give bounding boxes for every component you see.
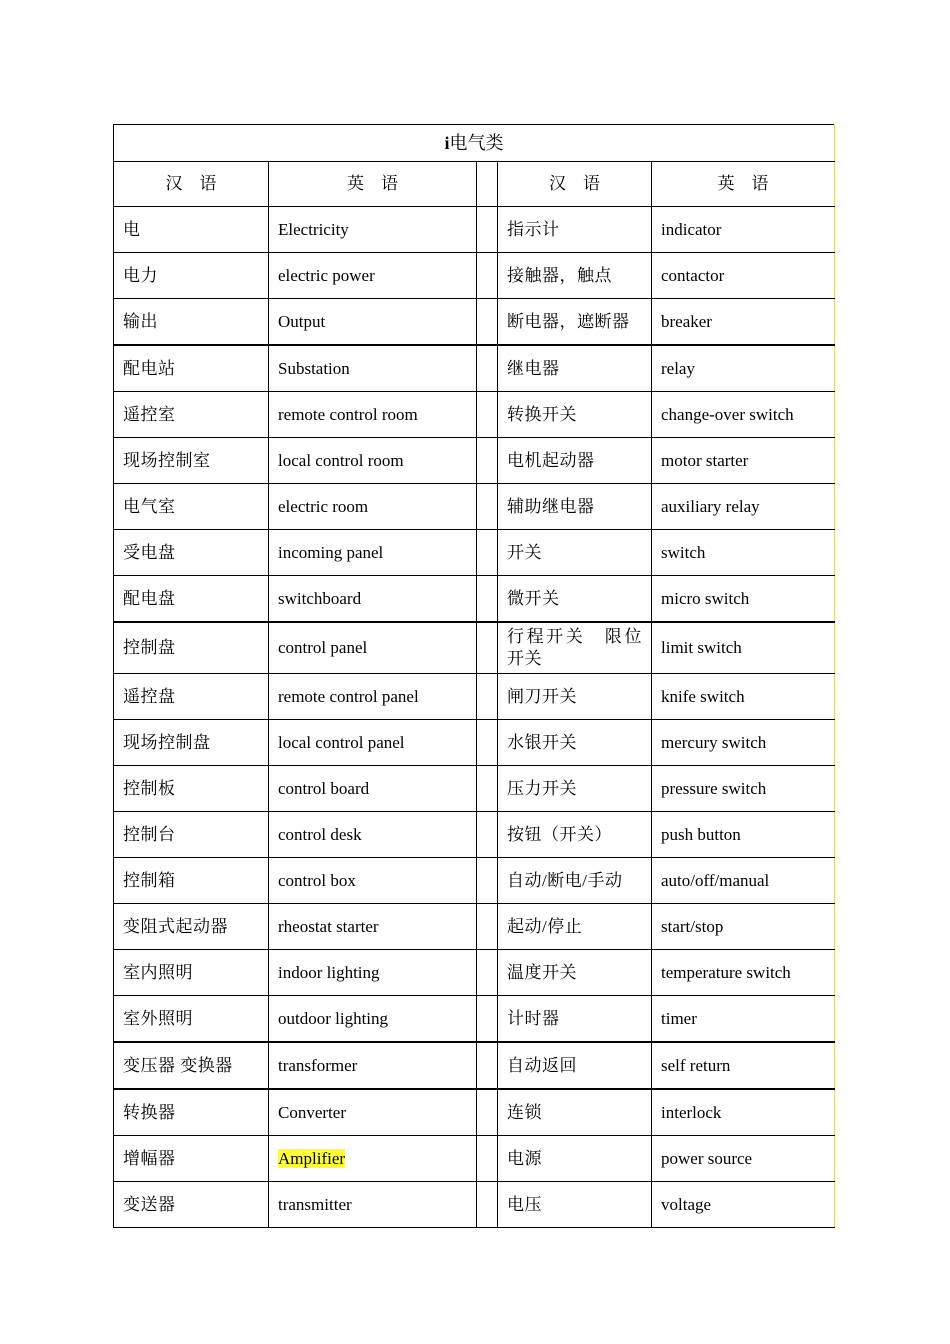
term-english-left-text: Output (278, 311, 326, 331)
term-chinese-right (498, 720, 652, 766)
term-english-left-text: control board (278, 778, 370, 798)
term-english-left (269, 1042, 477, 1089)
term-english-left (269, 950, 477, 996)
term-chinese-right (498, 1182, 652, 1228)
term-chinese-right-text: 辅助继电器 (507, 496, 595, 516)
column-gap (477, 207, 498, 253)
term-english-left (269, 299, 477, 346)
column-gap (477, 812, 498, 858)
term-chinese-left-text: 受电盘 (123, 542, 176, 562)
term-chinese-left-text: 变压器 变换器 (123, 1055, 233, 1075)
column-gap (477, 674, 498, 720)
term-chinese-right-text: 行程开关 限位开关 (507, 627, 642, 668)
term-english-left (269, 858, 477, 904)
term-english-left (269, 253, 477, 299)
term-english-right-text: mercury switch (661, 732, 767, 752)
column-gap (477, 720, 498, 766)
term-english-right-text: timer (661, 1008, 697, 1028)
table-row (114, 576, 835, 623)
table-row (114, 253, 835, 299)
term-chinese-right (498, 950, 652, 996)
term-english-right-text: start/stop (661, 916, 724, 936)
term-english-right (652, 345, 835, 392)
term-chinese-left-text: 配电站 (123, 358, 176, 378)
header-chinese-right: 汉 语 (498, 162, 652, 207)
glossary-table (113, 124, 835, 1228)
term-chinese-right (498, 253, 652, 299)
term-chinese-right (498, 674, 652, 720)
term-chinese-right (498, 392, 652, 438)
term-english-right-text: voltage (661, 1194, 712, 1214)
term-chinese-left-text: 遥控室 (123, 404, 176, 424)
term-chinese-left (114, 950, 269, 996)
term-chinese-left-text: 控制盘 (123, 638, 176, 657)
table-row (114, 812, 835, 858)
term-chinese-left-text: 控制板 (123, 778, 176, 798)
term-english-left (269, 392, 477, 438)
term-chinese-left-text: 控制箱 (123, 870, 176, 890)
term-chinese-left-text: 输出 (123, 311, 158, 331)
category-name: 电气类 (449, 133, 504, 153)
table-row (114, 904, 835, 950)
term-chinese-left (114, 904, 269, 950)
term-chinese-left-text: 变送器 (123, 1194, 176, 1214)
term-chinese-left (114, 484, 269, 530)
term-chinese-right (498, 812, 652, 858)
table-row (114, 950, 835, 996)
column-gap (477, 950, 498, 996)
term-chinese-right (498, 1089, 652, 1136)
term-english-right (652, 766, 835, 812)
term-english-right (652, 484, 835, 530)
term-english-left (269, 1136, 477, 1182)
term-english-right (652, 1182, 835, 1228)
header-english-right: 英 语 (652, 162, 835, 207)
term-english-right-text: micro switch (661, 588, 750, 608)
term-english-right (652, 576, 835, 623)
term-english-left-text: Amplifier (278, 1148, 346, 1168)
term-english-left (269, 576, 477, 623)
term-chinese-left (114, 766, 269, 812)
table-row (114, 392, 835, 438)
term-english-right (652, 858, 835, 904)
header-english-left: 英 语 (269, 162, 477, 207)
term-chinese-right (498, 299, 652, 346)
table-row (114, 858, 835, 904)
term-chinese-left (114, 530, 269, 576)
table-row (114, 622, 835, 674)
term-english-left (269, 996, 477, 1043)
term-english-right (652, 1136, 835, 1182)
column-gap (477, 858, 498, 904)
term-english-left (269, 484, 477, 530)
term-english-right (652, 253, 835, 299)
term-chinese-right (498, 207, 652, 253)
term-english-left-text: remote control room (278, 404, 418, 424)
term-english-right-text: motor starter (661, 450, 749, 470)
term-english-left-text: Substation (278, 358, 350, 378)
term-english-right-text: auto/off/manual (661, 870, 770, 890)
term-english-left-text: transmitter (278, 1194, 352, 1214)
term-english-right (652, 674, 835, 720)
table-row (114, 530, 835, 576)
term-english-left (269, 812, 477, 858)
column-gap (477, 299, 498, 346)
term-chinese-right-text: 自动返回 (507, 1055, 577, 1075)
term-chinese-right (498, 530, 652, 576)
term-chinese-left (114, 1089, 269, 1136)
term-english-left-text: control desk (278, 824, 362, 844)
term-chinese-right-text: 指示计 (507, 219, 560, 239)
table-row (114, 1089, 835, 1136)
term-english-left-text: local control panel (278, 732, 405, 752)
term-chinese-left (114, 392, 269, 438)
term-chinese-right (498, 766, 652, 812)
term-chinese-left (114, 253, 269, 299)
term-chinese-left-text: 控制台 (123, 824, 176, 844)
column-gap (477, 345, 498, 392)
term-english-left-text: transformer (278, 1055, 358, 1075)
term-english-right-text: switch (661, 542, 706, 562)
term-english-right-text: contactor (661, 265, 725, 285)
term-chinese-right (498, 858, 652, 904)
term-chinese-left-text: 电 (123, 219, 141, 239)
table-row (114, 438, 835, 484)
column-gap (477, 1042, 498, 1089)
term-english-right-text: knife switch (661, 686, 745, 706)
term-chinese-left-text: 现场控制室 (123, 450, 211, 470)
column-gap (477, 766, 498, 812)
term-chinese-right-text: 计时器 (507, 1008, 560, 1028)
term-english-right (652, 812, 835, 858)
term-english-left-text: control panel (278, 638, 368, 657)
term-chinese-right-text: 按钮（开关） (507, 824, 612, 844)
term-english-right-text: temperature switch (661, 962, 791, 982)
term-chinese-left-text: 配电盘 (123, 588, 176, 608)
term-english-right (652, 392, 835, 438)
term-english-right (652, 299, 835, 346)
category-title (114, 125, 835, 162)
term-english-right-text: indicator (661, 219, 722, 239)
term-english-left-text: rheostat starter (278, 916, 379, 936)
term-english-left (269, 622, 477, 674)
term-english-right (652, 950, 835, 996)
term-english-right (652, 438, 835, 484)
term-chinese-left (114, 858, 269, 904)
term-english-right (652, 622, 835, 674)
term-chinese-left (114, 812, 269, 858)
term-english-left (269, 766, 477, 812)
term-chinese-right-text: 闸刀开关 (507, 686, 577, 706)
column-gap (477, 1182, 498, 1228)
term-english-right (652, 1042, 835, 1089)
term-chinese-right (498, 345, 652, 392)
term-chinese-right (498, 996, 652, 1043)
term-chinese-left (114, 576, 269, 623)
term-chinese-left (114, 207, 269, 253)
term-english-right-text: change-over switch (661, 404, 794, 424)
term-chinese-right-text: 微开关 (507, 588, 560, 608)
term-english-right (652, 720, 835, 766)
term-english-left (269, 530, 477, 576)
term-english-right (652, 996, 835, 1043)
term-english-right-text: breaker (661, 311, 712, 331)
term-chinese-left (114, 345, 269, 392)
term-chinese-left (114, 674, 269, 720)
column-gap (477, 253, 498, 299)
category-index: i (444, 133, 450, 153)
term-english-left-text: electric power (278, 265, 375, 285)
term-english-right-text: self return (661, 1055, 731, 1075)
column-gap (477, 530, 498, 576)
term-chinese-right-text: 断电器，遮断器 (507, 311, 630, 331)
term-chinese-right (498, 438, 652, 484)
table-row (114, 674, 835, 720)
term-chinese-left (114, 1042, 269, 1089)
column-gap (477, 1089, 498, 1136)
term-chinese-right-text: 温度开关 (507, 962, 577, 982)
term-english-left-text: outdoor lighting (278, 1008, 389, 1028)
term-english-left (269, 207, 477, 253)
term-chinese-right-text: 自动/断电/手动 (507, 870, 623, 890)
term-chinese-left-text: 现场控制盘 (123, 732, 211, 752)
table-row (114, 299, 835, 346)
term-english-right (652, 1089, 835, 1136)
term-chinese-right-text: 起动/停止 (507, 916, 583, 936)
table-row (114, 720, 835, 766)
term-chinese-right-text: 电源 (507, 1148, 542, 1168)
term-english-left-text: local control room (278, 450, 404, 470)
term-english-right (652, 207, 835, 253)
column-gap (477, 904, 498, 950)
term-english-left (269, 438, 477, 484)
term-chinese-right-text: 电压 (507, 1194, 542, 1214)
term-chinese-left-text: 变阻式起动器 (123, 916, 228, 936)
term-english-right-text: limit switch (661, 638, 742, 657)
term-chinese-right-text: 接触器，触点 (507, 265, 612, 285)
term-english-left-text: electric room (278, 496, 369, 516)
term-chinese-left (114, 720, 269, 766)
table-row (114, 484, 835, 530)
term-chinese-left-text: 遥控盘 (123, 686, 176, 706)
term-english-left (269, 904, 477, 950)
term-english-right-text: pressure switch (661, 778, 767, 798)
header-chinese-left: 汉 语 (114, 162, 269, 207)
term-chinese-right-text: 电机起动器 (507, 450, 595, 470)
table-row (114, 207, 835, 253)
term-chinese-left-text: 室内照明 (123, 962, 193, 982)
term-chinese-right-text: 转换开关 (507, 404, 577, 424)
column-gap (477, 576, 498, 623)
term-chinese-left (114, 299, 269, 346)
term-english-left-text: incoming panel (278, 542, 384, 562)
term-chinese-right (498, 576, 652, 623)
term-english-right-text: relay (661, 358, 695, 378)
term-english-left-text: control box (278, 870, 356, 890)
term-chinese-right-text: 水银开关 (507, 732, 577, 752)
term-english-left (269, 674, 477, 720)
term-english-left-text: Electricity (278, 219, 349, 239)
table-row (114, 1042, 835, 1089)
term-english-right-text: auxiliary relay (661, 496, 760, 516)
term-chinese-left (114, 996, 269, 1043)
term-english-left (269, 720, 477, 766)
column-gap (477, 392, 498, 438)
column-gap (477, 1136, 498, 1182)
term-english-right-text: interlock (661, 1102, 722, 1122)
term-chinese-left-text: 室外照明 (123, 1008, 193, 1028)
term-english-right (652, 530, 835, 576)
column-gap (477, 622, 498, 674)
term-english-left-text: remote control panel (278, 686, 419, 706)
glossary-sheet (113, 124, 834, 1228)
term-english-left-text: Converter (278, 1102, 346, 1122)
table-row (114, 996, 835, 1043)
term-chinese-right (498, 622, 652, 674)
table-row (114, 345, 835, 392)
term-chinese-right-text: 连锁 (507, 1102, 542, 1122)
table-row (114, 1182, 835, 1228)
term-chinese-left-text: 电气室 (123, 496, 176, 516)
table-row (114, 766, 835, 812)
term-chinese-left-text: 转换器 (123, 1102, 176, 1122)
term-english-right-text: power source (661, 1148, 753, 1168)
term-chinese-left-text: 电力 (123, 265, 158, 285)
term-english-left (269, 1182, 477, 1228)
term-chinese-left (114, 622, 269, 674)
term-chinese-left-text: 增幅器 (123, 1148, 176, 1168)
term-chinese-right-text: 压力开关 (507, 778, 577, 798)
table-row (114, 1136, 835, 1182)
term-english-right-text: push button (661, 824, 741, 844)
term-english-left-text: switchboard (278, 588, 362, 608)
term-chinese-right-text: 开关 (507, 542, 542, 562)
term-english-left (269, 1089, 477, 1136)
term-chinese-left (114, 1182, 269, 1228)
term-chinese-left (114, 1136, 269, 1182)
column-gap (477, 484, 498, 530)
column-gap (477, 438, 498, 484)
column-gap (477, 162, 498, 207)
term-english-right (652, 904, 835, 950)
term-english-left-text: indoor lighting (278, 962, 380, 982)
term-chinese-right (498, 484, 652, 530)
term-chinese-left (114, 438, 269, 484)
term-chinese-right (498, 904, 652, 950)
term-english-left (269, 345, 477, 392)
term-chinese-right-text: 继电器 (507, 358, 560, 378)
column-gap (477, 996, 498, 1043)
term-chinese-right (498, 1136, 652, 1182)
term-chinese-right (498, 1042, 652, 1089)
